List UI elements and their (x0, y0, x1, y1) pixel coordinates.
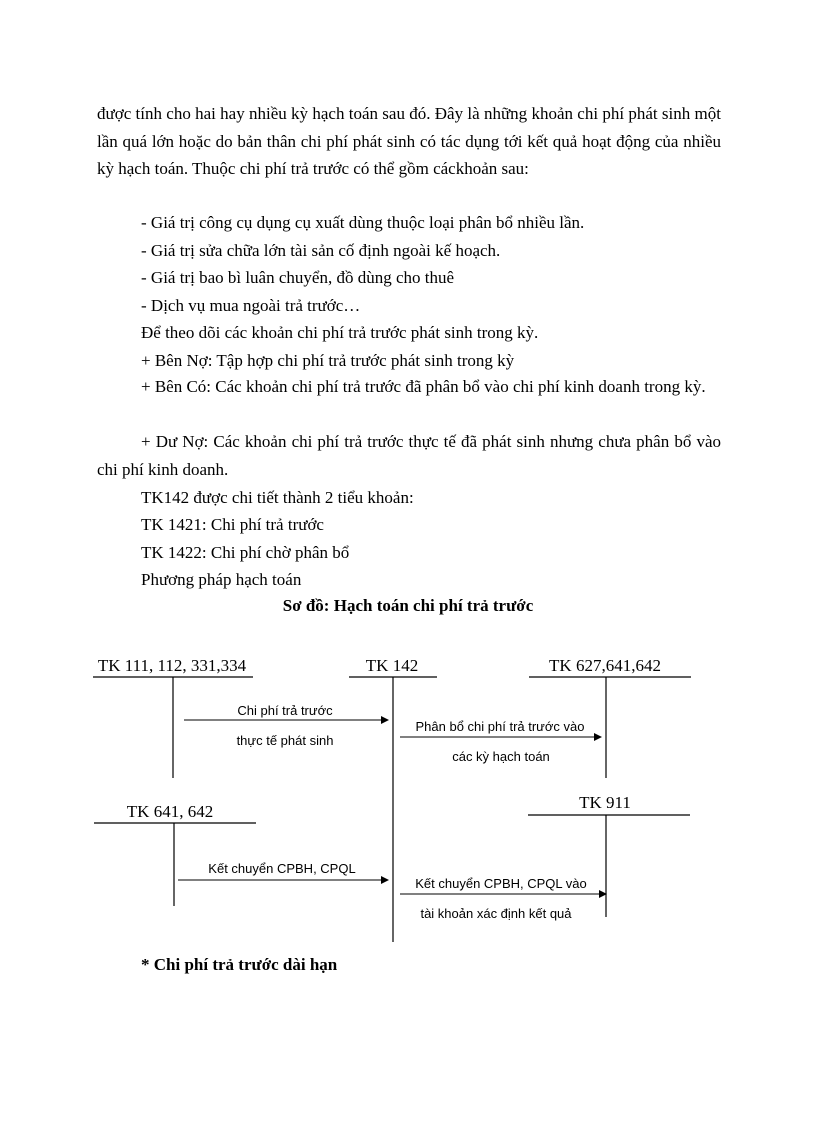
bullet-repairs: - Giá trị sửa chữa lớn tài sản cố định ngoài kế hoạch. (141, 241, 501, 260)
account-tk-142-label: TK 142 (365, 656, 419, 675)
diagram-title: Sơ đồ: Hạch toán chi phí trả trước (282, 596, 534, 615)
arrow-2-label-top: Phân bổ chi phí trả trước vào (415, 719, 585, 734)
arrow-2-label-bottom: các kỳ hạch toán (452, 749, 550, 764)
arrow-1-label-top: Chi phí trả trước (237, 703, 333, 718)
bullet-services: - Dịch vụ mua ngoài trả trước… (141, 296, 361, 315)
credit-paragraph: + Bên Có: Các khoản chi phí trả trước đã phân bổ vào chi phí kinh doanh trong kỳ. (141, 377, 706, 396)
account-tk-627-label: TK 627,641,642 (549, 656, 661, 675)
arrow-4-label-bottom: tài khoản xác định kết quả (420, 906, 572, 921)
arrow-3-label-top: Kết chuyển CPBH, CPQL (208, 861, 356, 876)
intro-line: Để theo dõi các khoản chi phí trả trước phát sinh trong kỳ. (141, 323, 539, 342)
subaccount-1421: TK 1421: Chi phí trả trước (141, 515, 324, 534)
subaccounts-intro: TK142 được chi tiết thành 2 tiểu khoản: (141, 488, 414, 507)
balance-paragraph: + Dư Nợ: Các khoản chi phí trả trước thực tế đã phát sinh nhưng chưa phân bổ vào chi phí kinh doanh. (97, 432, 721, 479)
bullet-tools: - Giá trị công cụ dụng cụ xuất dùng thuộc loại phân bổ nhiều lần. (141, 213, 585, 232)
account-tk-111-label: TK 111, 112, 331,334 (97, 656, 247, 675)
account-tk-641-label: TK 641, 642 (126, 802, 214, 821)
method-line: Phương pháp hạch toán (141, 570, 302, 589)
subaccount-1422: TK 1422: Chi phí chờ phân bổ (141, 543, 350, 562)
arrow-4-label-top: Kết chuyển CPBH, CPQL vào (415, 876, 587, 891)
arrow-1-label-bottom: thực tế phát sinh (236, 733, 334, 748)
accounting-diagram (0, 640, 816, 950)
debit-line: + Bên Nợ: Tập hợp chi phí trả trước phát sinh trong kỳ (141, 351, 515, 370)
paragraph-prepaid-definition: được tính cho hai hay nhiều kỳ hạch toán sau đó. Đây là những khoản chi phí phát sinh một lần quá lớn hoặc do bản thân chi phí phát sinh có tác dụng tới kết quả hoạt động của nhiều kỳ hạch toán. Thuộc chi phí trả trước có thể gồm cáckhoản sau: (97, 104, 721, 178)
section-heading-long-term-prepaid: * Chi phí trả trước dài hạn (141, 955, 338, 974)
bullet-packaging: - Giá trị bao bì luân chuyển, đồ dùng cho thuê (141, 268, 455, 287)
account-tk-911-label: TK 911 (579, 793, 631, 812)
